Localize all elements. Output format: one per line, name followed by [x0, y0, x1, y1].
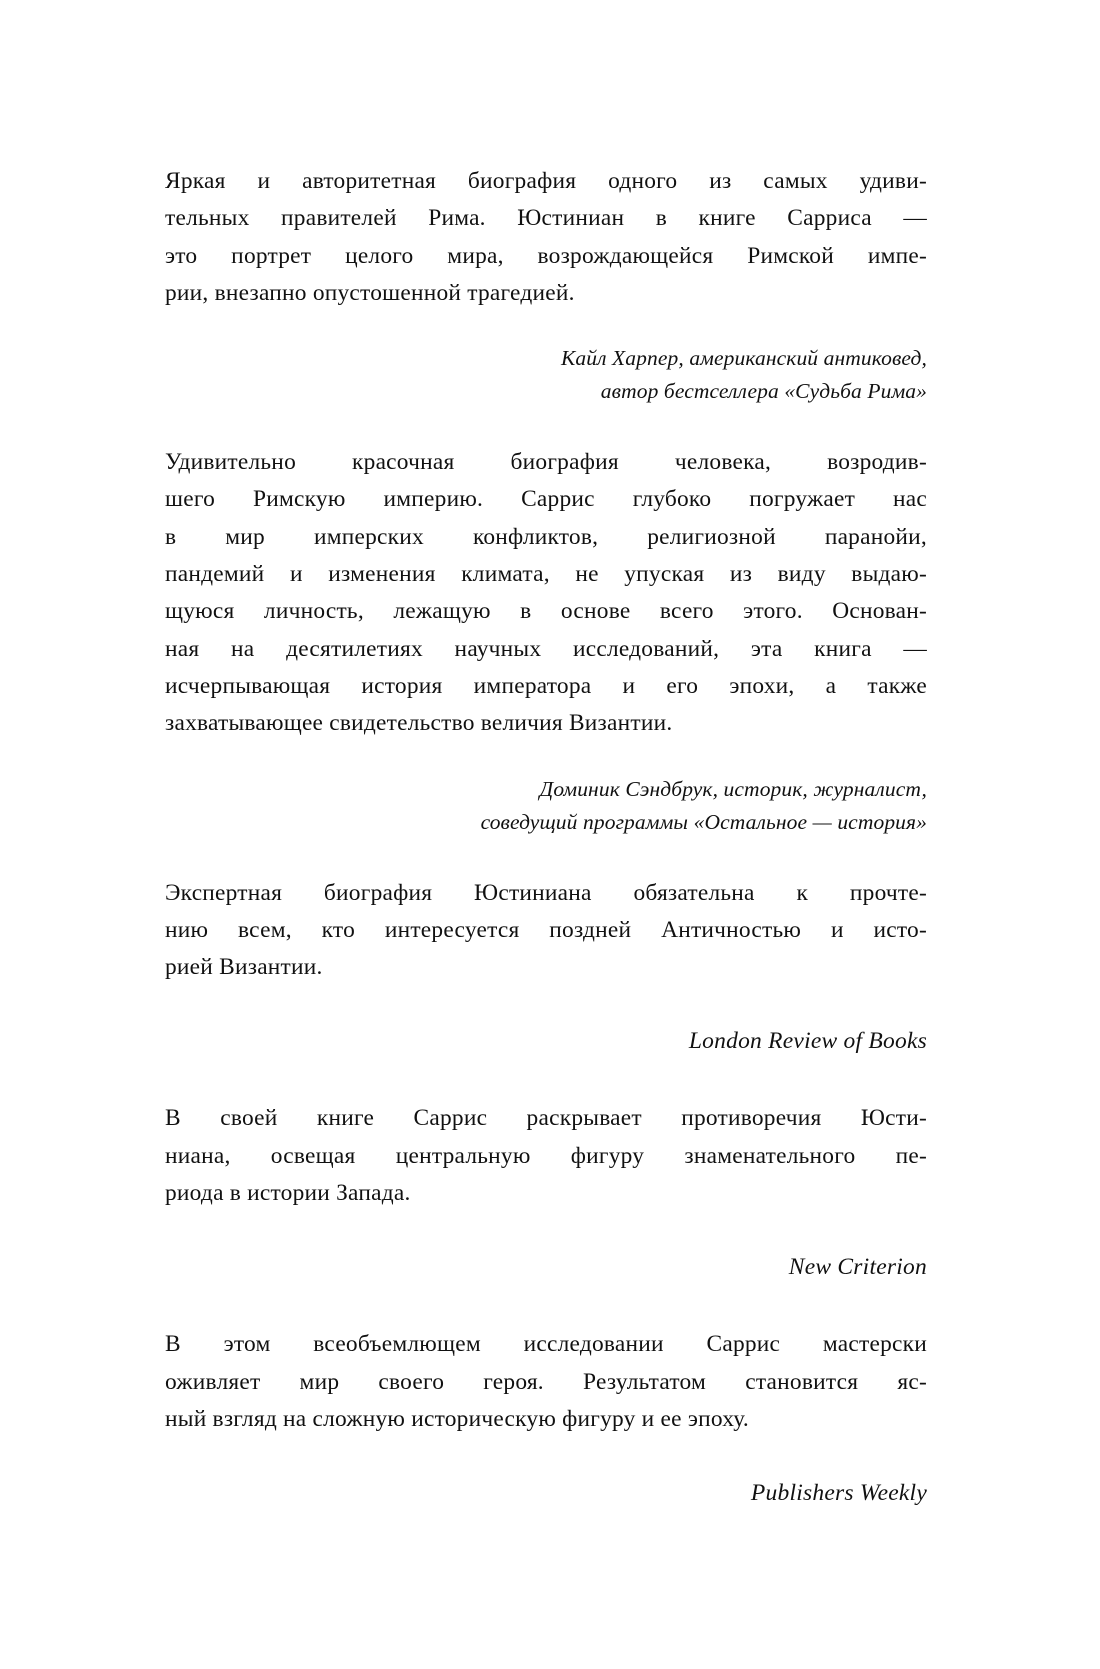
quote-line: Яркая и авторитетная биография одного из самых удиви- [165, 168, 927, 194]
blurb-quote-publishers-weekly [165, 1326, 927, 1438]
blurb-quote-harper [165, 163, 927, 312]
quote-line: щуюся личность, лежащую в основе всего этого. Основан- [165, 598, 927, 625]
quote-line: рии, внезапно опустошенной трагедией. [165, 279, 575, 306]
attribution-line: Доминик Сэндбрук, историк, журналист, [539, 776, 927, 801]
blurb-source-publishers-weekly: Publishers Weekly [750, 1480, 927, 1507]
quote-line: тельных правителей Рима. Юстиниан в книге Сарриса — [165, 205, 927, 232]
quote-line: это портрет целого мира, возрождающейся Римской импе- [165, 242, 927, 269]
quote-line: ная на десятилетиях научных исследований, эта книга — [165, 635, 927, 662]
spacer [165, 839, 927, 875]
quote-line: оживляет мир своего героя. Результатом становится яс- [165, 1368, 927, 1395]
quote-line: ный взгляд на сложную историческую фигуру и ее эпоху. [165, 1405, 749, 1432]
spacer [165, 408, 927, 444]
blurb-source-lrb: London Review of Books [688, 1028, 927, 1055]
attribution-line: Кайл Харпер, американский антиковед, [560, 346, 927, 371]
quote-line: В этом всеобъемлющем исследовании Саррис мастерски [165, 1331, 927, 1358]
spacer [165, 986, 927, 1024]
quote-line: шего Римскую империю. Саррис глубоко погружает нас [165, 486, 927, 513]
quote-line: ниана, освещая центральную фигуру знаменательного пе- [165, 1142, 927, 1169]
quote-line: В своей книге Саррис раскрывает противоречия Юсти- [165, 1105, 927, 1132]
blurb-quote-new-criterion [165, 1100, 927, 1212]
blurb-attribution-sandbrook [165, 773, 927, 839]
blurb-source-new-criterion: New Criterion [788, 1254, 927, 1281]
spacer [165, 1438, 927, 1476]
quote-line: исчерпывающая история императора и его эпохи, а также [165, 672, 927, 699]
attribution-line: автор бестселлера «Судьба Рима» [600, 379, 927, 404]
quote-line: рией Византии. [165, 954, 323, 981]
spacer [165, 1212, 927, 1250]
spacer [165, 743, 927, 773]
attribution-line: соведущий программы «Остальное — история» [480, 809, 927, 834]
quote-line: в мир имперских конфликтов, религиозной паранойи, [165, 523, 927, 550]
quote-line: риода в истории Запада. [165, 1180, 411, 1207]
blurb-quote-lrb [165, 875, 927, 987]
quote-line: пандемий и изменения климата, не упуская из виду выдаю- [165, 561, 927, 588]
quote-line: Экспертная биография Юстиниана обязательна к прочте- [165, 879, 927, 906]
quote-line: Удивительно красочная биография человека, возродив- [165, 449, 927, 476]
blurb-quote-sandbrook [165, 444, 927, 742]
blurb-attribution-harper [165, 342, 927, 408]
praise-content [165, 163, 927, 1510]
spacer [165, 312, 927, 342]
quote-line: захватывающее свидетельство величия Византии. [165, 710, 673, 737]
spacer [165, 1284, 927, 1326]
spacer [165, 1058, 927, 1100]
quote-line: нию всем, кто интересуется поздней Античностью и исто- [165, 916, 927, 943]
